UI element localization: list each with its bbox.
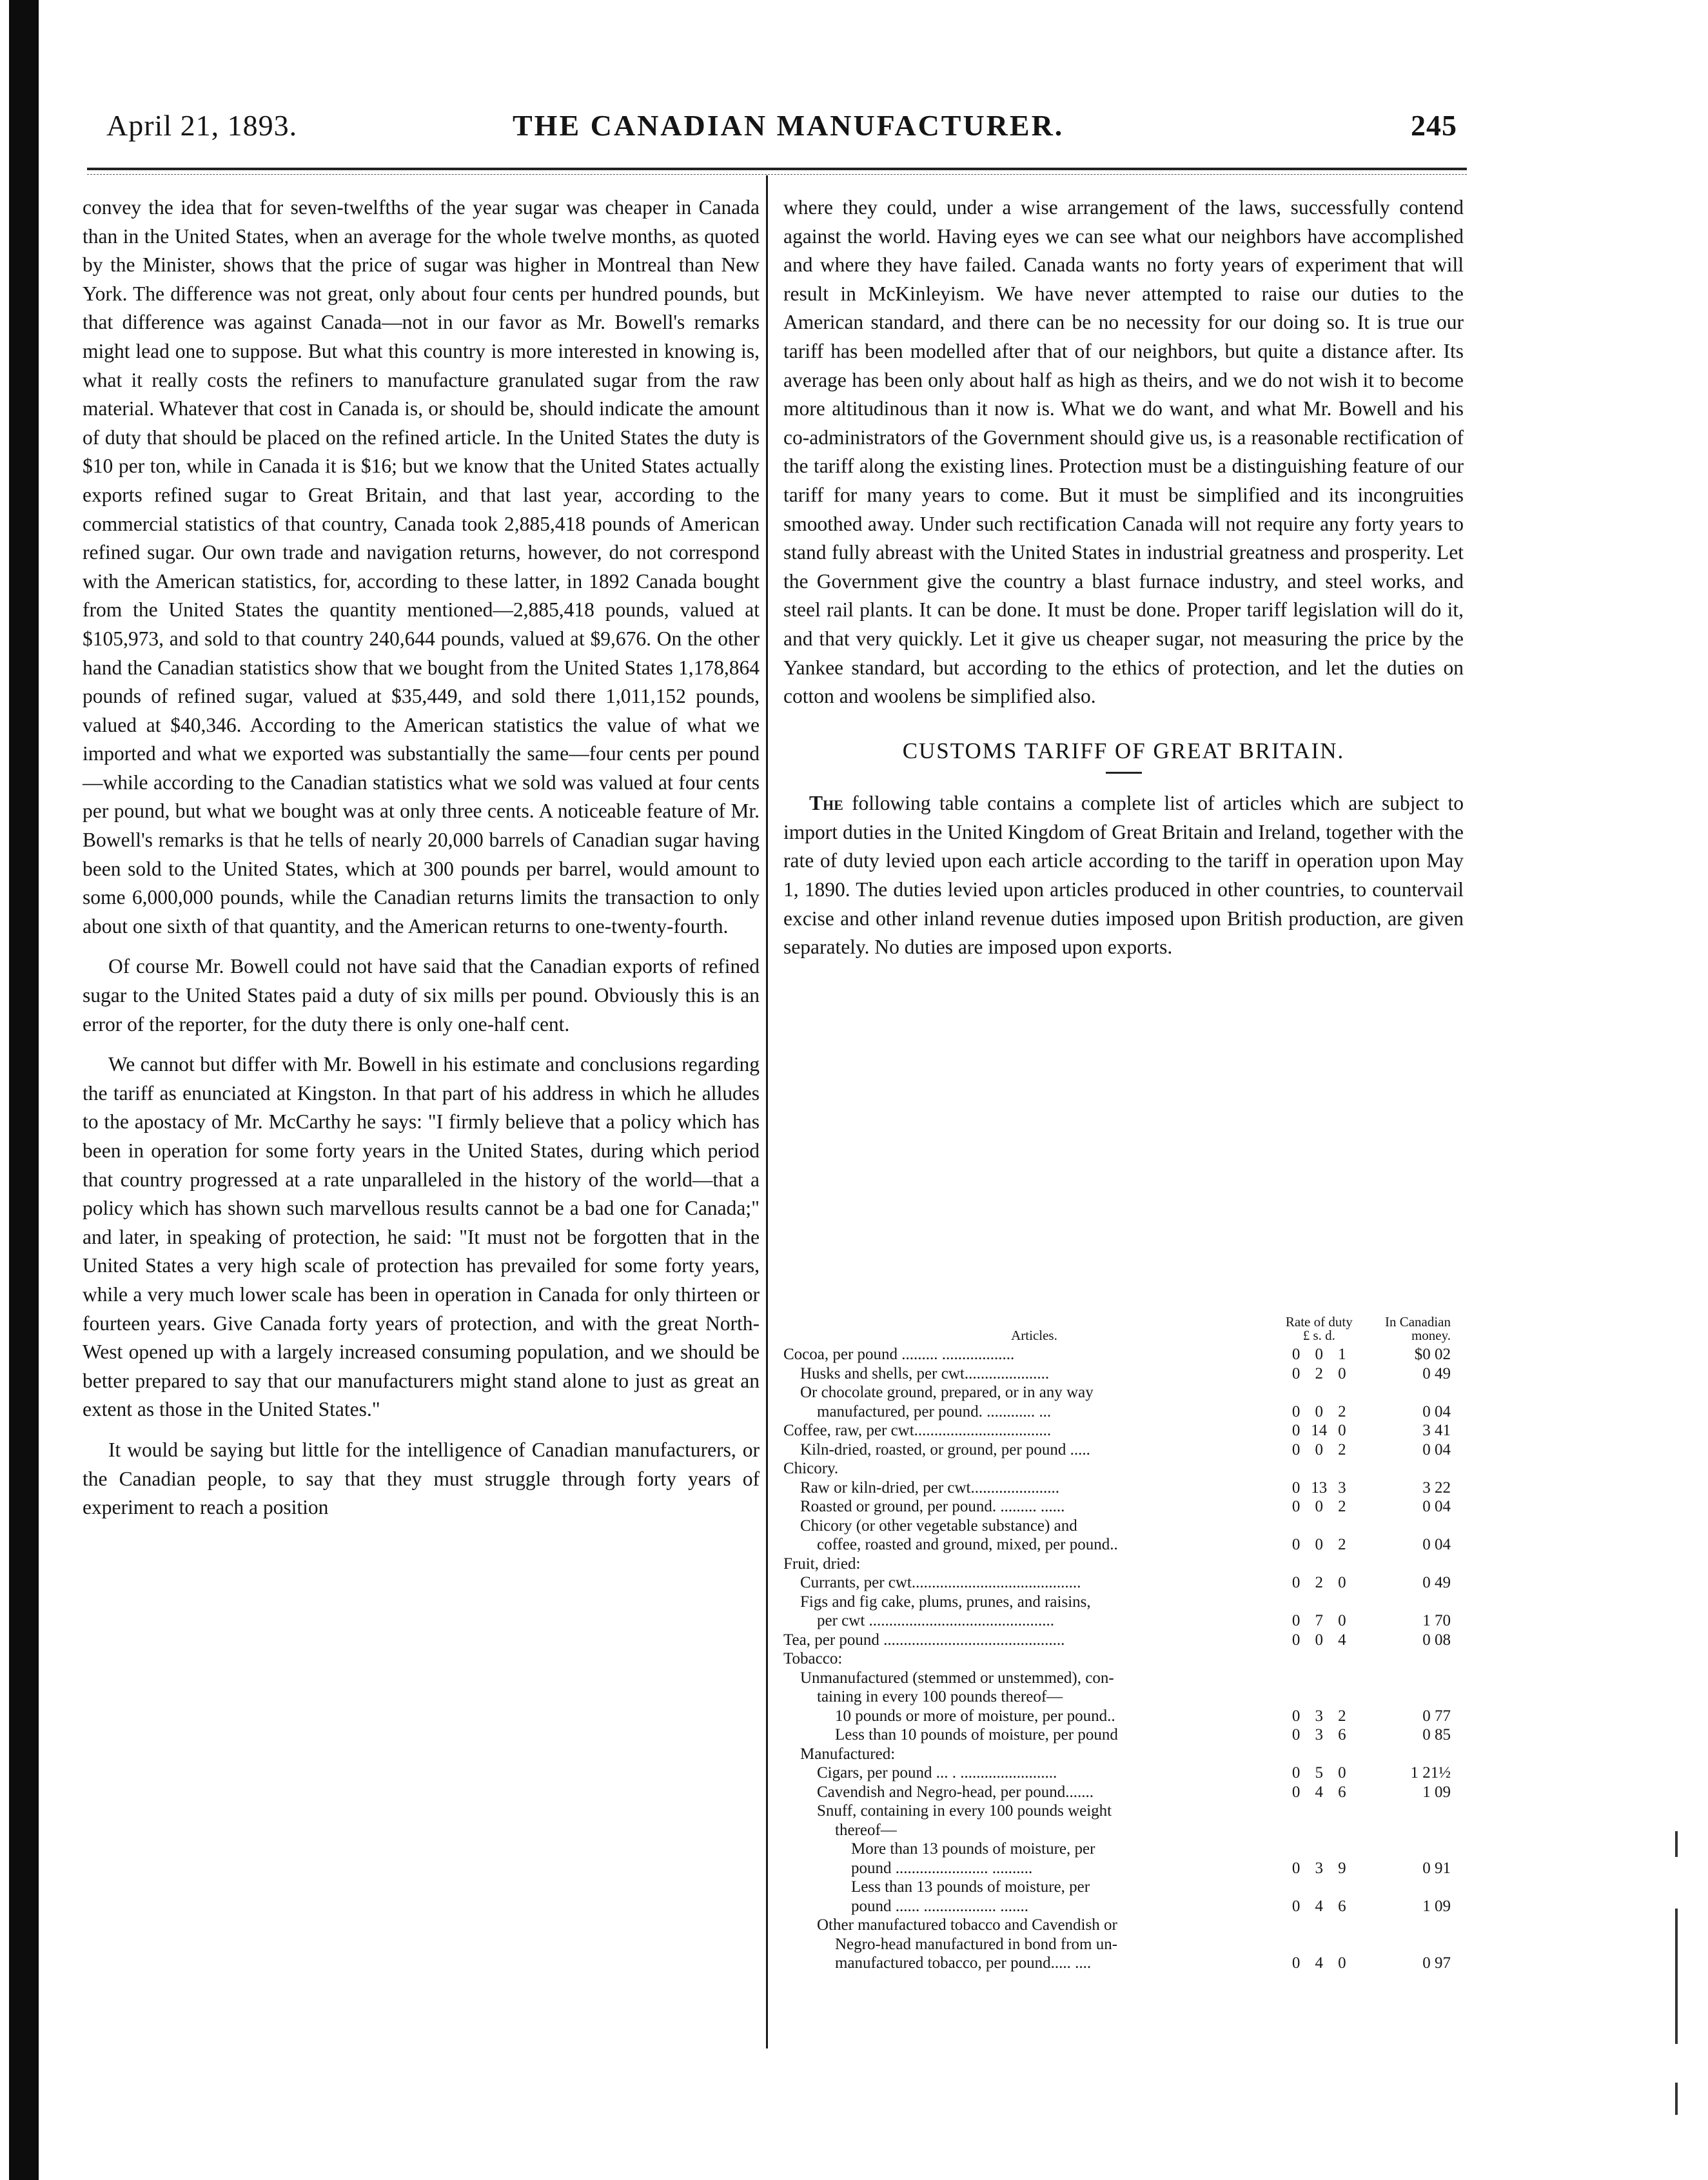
duty-pounds bbox=[1285, 1517, 1307, 1536]
duty-pounds bbox=[1285, 1821, 1307, 1840]
duty-pence bbox=[1331, 1935, 1353, 1954]
canadian-amount: 0 04 bbox=[1422, 1402, 1451, 1420]
tariff-row bbox=[783, 1383, 1464, 1402]
header-date: April 21, 1893. bbox=[106, 109, 298, 142]
tariff-heading: CUSTOMS TARIFF OF GREAT BRITAIN. bbox=[902, 738, 1345, 763]
duty-pence: 2 bbox=[1338, 1536, 1346, 1553]
canadian-amount: 0 85 bbox=[1422, 1726, 1451, 1743]
tariff-article: Chicory (or other vegetable substance) and bbox=[800, 1517, 1077, 1535]
tariff-intro bbox=[783, 789, 1464, 962]
canadian-amount: 0 49 bbox=[1422, 1364, 1451, 1382]
duty-pounds bbox=[1285, 1669, 1307, 1688]
tariff-article: More than 13 pounds of moisture, per bbox=[851, 1840, 1095, 1858]
duty-pence bbox=[1331, 1916, 1353, 1935]
duty-pounds bbox=[1285, 1802, 1307, 1821]
tariff-header-row bbox=[783, 1315, 1464, 1345]
duty-pence: 6 bbox=[1338, 1726, 1346, 1743]
tariff-article: Cigars, per pound ... . ........................ bbox=[817, 1764, 1057, 1782]
tariff-article: Less than 13 pounds of moisture, per bbox=[851, 1878, 1090, 1896]
duty-pounds: 0 bbox=[1291, 1364, 1301, 1382]
duty-shillings bbox=[1307, 1669, 1331, 1688]
tariff-article: Manufactured: bbox=[800, 1745, 896, 1763]
duty-pence bbox=[1331, 1745, 1353, 1764]
duty-pounds: 0 bbox=[1291, 1346, 1301, 1363]
right-paragraph: where they could, under a wise arrangement of the laws, successfully contend against the world. Having eyes we can see what our neighbors have accomplished and where they have failed. Canada wants no forty years of experiment that will result in McKinleyism. We have never attempted to raise our duties to the American standard, and there can be no necessity for our doing so. It is true our tariff has been modelled after that of our neighbors, but quite a distance after. Its average has been only about half as high as theirs, and we do not wish it to become more altitudinous than it now is. What we do want, and what Mr. Bowell and his co-administrators of the Government should give us, is a reasonable rectification of the tariff along the existing lines. Protection must be a distinguishing feature of our tariff for many years to come. But it must be simplified and its incongruities smoothed away. Under such rectification Canada will not require any forty years to stand fully abreast with the United States in industrial greatness and prosperity. Let the Government give the country a blast furnace industry, and steel works, and steel rail plants. It can be done. It must be done. Proper tariff legislation will do it, and that very quickly. Let it give us cheaper sugar, not measuring the price by the Yankee standard, but according to the ethics of protection, and let the duties on cotton and woolens be simplified also. bbox=[783, 196, 1464, 708]
canadian-amount bbox=[1353, 1935, 1464, 1954]
left-column bbox=[83, 193, 760, 1522]
canadian-amount bbox=[1353, 1555, 1464, 1574]
duty-shillings: 3 bbox=[1315, 1726, 1324, 1743]
tariff-article: Roasted or ground, per pound. ......... ...... bbox=[800, 1498, 1065, 1515]
duty-pounds: 0 bbox=[1291, 1954, 1301, 1972]
duty-pence: 3 bbox=[1338, 1478, 1346, 1497]
duty-pounds: 0 bbox=[1291, 1726, 1301, 1743]
tariff-row bbox=[783, 1459, 1464, 1478]
duty-shillings bbox=[1307, 1555, 1331, 1574]
canadian-amount bbox=[1353, 1840, 1464, 1859]
duty-shillings: 7 bbox=[1315, 1612, 1324, 1629]
duty-pence: 4 bbox=[1338, 1631, 1346, 1649]
duty-pence: 0 bbox=[1338, 1574, 1346, 1591]
duty-pounds: 0 bbox=[1291, 1402, 1301, 1420]
duty-pence bbox=[1331, 1383, 1353, 1402]
page-header bbox=[106, 108, 1457, 153]
duty-pence: 2 bbox=[1338, 1440, 1346, 1458]
duty-pounds: 0 bbox=[1291, 1783, 1301, 1801]
duty-pounds: 0 bbox=[1291, 1631, 1301, 1649]
tariff-article: Cavendish and Negro-head, per pound....... bbox=[817, 1783, 1094, 1801]
duty-pounds bbox=[1285, 1745, 1307, 1764]
duty-shillings: 3 bbox=[1315, 1859, 1324, 1877]
canadian-amount: 3 41 bbox=[1422, 1422, 1451, 1439]
duty-pounds bbox=[1285, 1459, 1307, 1478]
tariff-article: Snuff, containing in every 100 pounds weight bbox=[817, 1802, 1112, 1820]
duty-shillings bbox=[1307, 1383, 1331, 1402]
duty-pounds bbox=[1285, 1878, 1307, 1897]
duty-shillings bbox=[1307, 1935, 1331, 1954]
duty-shillings: 5 bbox=[1315, 1764, 1324, 1782]
duty-shillings: 0 bbox=[1315, 1346, 1324, 1363]
tariff-article: Or chocolate ground, prepared, or in any way bbox=[800, 1384, 1094, 1401]
tariff-row bbox=[783, 1954, 1464, 1973]
duty-pounds bbox=[1285, 1916, 1307, 1935]
tariff-row bbox=[783, 1497, 1464, 1517]
duty-pounds bbox=[1285, 1840, 1307, 1859]
tariff-heading-rule bbox=[1106, 772, 1142, 774]
tariff-row bbox=[783, 1687, 1464, 1707]
canadian-amount: 1 70 bbox=[1422, 1612, 1451, 1629]
duty-pence: 2 bbox=[1338, 1707, 1346, 1725]
duty-pence: 0 bbox=[1338, 1364, 1346, 1382]
tariff-article: per cwt .............................................. bbox=[817, 1612, 1055, 1629]
duty-shillings bbox=[1307, 1459, 1331, 1478]
tariff-article: taining in every 100 pounds thereof— bbox=[817, 1688, 1063, 1705]
canadian-amount: 0 08 bbox=[1422, 1631, 1451, 1649]
tariff-row bbox=[783, 1935, 1464, 1954]
canadian-amount bbox=[1353, 1383, 1464, 1402]
tariff-article: Tobacco: bbox=[783, 1650, 843, 1667]
tariff-row bbox=[783, 1631, 1464, 1650]
tariff-row bbox=[783, 1840, 1464, 1859]
duty-pence bbox=[1331, 1459, 1353, 1478]
col-articles: Articles. bbox=[1011, 1328, 1057, 1343]
duty-pounds: 0 bbox=[1291, 1612, 1301, 1629]
duty-pounds: 0 bbox=[1291, 1897, 1301, 1915]
tariff-row bbox=[783, 1745, 1464, 1764]
tariff-row bbox=[783, 1649, 1464, 1669]
margin-mark bbox=[1675, 1909, 1678, 2044]
canadian-amount: 1 09 bbox=[1422, 1897, 1451, 1915]
duty-pounds bbox=[1285, 1555, 1307, 1574]
tariff-intro-lead: The bbox=[809, 792, 843, 815]
duty-pence bbox=[1331, 1878, 1353, 1897]
left-paragraph: convey the idea that for seven-twelfths of the year sugar was cheaper in Canada than in the United States, when an average for the whole twelve months, as quoted by the Minister, shows that the price of sugar was higher in Montreal than New York. The difference was not great, only about four cents per hundred pounds, but that difference was against Canada—not in our favor as Mr. Bowell's remarks might lead one to suppose. But what this country is more interested in knowing is, what it really costs the refiners to manufacture granulated sugar from the raw material. Whatever that cost in Canada is, or should be, should indicate the amount of duty that should be placed on the refined article. In the United States the duty is $10 per ton, while in Canada it is $16; but we know that the United States actually exports refined sugar to Great Britain, and that last year, according to the commercial statistics of that country, Canada took 2,885,418 pounds of American refined sugar. Our own trade and navigation returns, however, do not correspond with the American statistics, for, according to these latter, in 1892 Canada bought from the United States the quantity mentioned—2,885,418 pounds, valued at $105,973, and sold to that country 240,644 pounds, valued at $9,676. On the other hand the Canadian statistics show that we bought from the United States 1,178,864 pounds of refined sugar, valued at $35,449, and sold there 1,011,152 pounds, valued at $40,346. According to the American statistics the value of what we imported and what we exported was substantially the same—four cents per pound—while according to the Canadian statistics what we sold was valued at four cents per pound, but what we bought was at only three cents. A noticeable feature of Mr. Bowell's remarks is that he tells of nearly 20,000 barrels of Canadian sugar having been sold to the United States, which at 300 pounds per barrel, would amount to some 6,000,000 pounds, while the Canadian returns limits the transaction to only about one sixth of that quantity, and the American returns to one-twenty-fourth. bbox=[83, 196, 760, 938]
canadian-amount bbox=[1353, 1459, 1464, 1478]
tariff-row bbox=[783, 1555, 1464, 1574]
tariff-row bbox=[783, 1783, 1464, 1802]
tariff-article: Husks and shells, per cwt..................... bbox=[800, 1364, 1050, 1382]
canadian-amount: 0 77 bbox=[1422, 1707, 1451, 1725]
tariff-table bbox=[783, 1315, 1464, 1973]
tariff-article: manufactured, per pound. ............ ... bbox=[817, 1402, 1052, 1420]
duty-pounds: 0 bbox=[1291, 1478, 1301, 1497]
duty-pounds: 0 bbox=[1291, 1707, 1301, 1725]
tariff-article: Unmanufactured (stemmed or unstemmed), con- bbox=[800, 1669, 1114, 1687]
tariff-article: Cocoa, per pound ......... .................. bbox=[783, 1346, 1015, 1363]
duty-shillings: 2 bbox=[1315, 1364, 1324, 1382]
duty-pounds: 0 bbox=[1291, 1440, 1301, 1458]
duty-pence bbox=[1331, 1669, 1353, 1688]
tariff-row bbox=[783, 1535, 1464, 1555]
duty-pounds bbox=[1285, 1593, 1307, 1612]
tariff-row bbox=[783, 1725, 1464, 1745]
tariff-row bbox=[783, 1916, 1464, 1935]
tariff-row bbox=[783, 1345, 1464, 1364]
duty-shillings bbox=[1307, 1517, 1331, 1536]
tariff-row bbox=[783, 1611, 1464, 1631]
duty-pence: 0 bbox=[1338, 1422, 1346, 1439]
header-rule-dashed bbox=[87, 174, 1467, 175]
duty-pence bbox=[1331, 1687, 1353, 1707]
duty-shillings: 2 bbox=[1315, 1574, 1324, 1591]
canadian-amount bbox=[1353, 1878, 1464, 1897]
col-canadian: In Canadian money. bbox=[1384, 1314, 1451, 1343]
duty-pence: 0 bbox=[1338, 1954, 1346, 1972]
tariff-article: Raw or kiln-dried, per cwt...................... bbox=[800, 1478, 1060, 1497]
duty-shillings bbox=[1307, 1745, 1331, 1764]
duty-shillings: 4 bbox=[1315, 1783, 1324, 1801]
duty-pounds: 0 bbox=[1291, 1574, 1301, 1591]
duty-shillings bbox=[1307, 1916, 1331, 1935]
duty-shillings: 4 bbox=[1315, 1897, 1324, 1915]
tariff-row bbox=[783, 1897, 1464, 1916]
duty-shillings bbox=[1307, 1802, 1331, 1821]
canadian-amount bbox=[1353, 1517, 1464, 1536]
header-page-number: 245 bbox=[1411, 109, 1457, 142]
canadian-amount: 1 09 bbox=[1422, 1783, 1451, 1801]
canadian-amount bbox=[1353, 1802, 1464, 1821]
duty-pence bbox=[1331, 1593, 1353, 1612]
tariff-row bbox=[783, 1421, 1464, 1440]
canadian-amount bbox=[1353, 1916, 1464, 1935]
duty-pounds: 0 bbox=[1291, 1536, 1301, 1553]
canadian-amount: $0 02 bbox=[1414, 1346, 1451, 1363]
canadian-amount bbox=[1353, 1593, 1464, 1612]
duty-shillings: 0 bbox=[1315, 1536, 1324, 1553]
tariff-intro-text: following table contains a complete list of articles which are subject to import duties in the United Kingdom of Great Britain and Ireland, together with the rate of duty levied upon each article according to the tariff in operation upon May 1, 1890. The duties levied upon articles produced in other countries, to countervail excise and other inland revenue duties imposed upon British production, are given separately. No duties are imposed upon exports. bbox=[783, 792, 1464, 959]
left-paragraph: Of course Mr. Bowell could not have said that the Canadian exports of refined sugar to the United States paid a duty of six mills per pound. Obviously this is an error of the reporter, for the duty there is only one-half cent. bbox=[83, 955, 760, 1036]
duty-pence bbox=[1331, 1821, 1353, 1840]
duty-shillings bbox=[1307, 1821, 1331, 1840]
duty-pence: 0 bbox=[1338, 1612, 1346, 1629]
duty-pounds: 0 bbox=[1291, 1764, 1301, 1782]
tariff-row bbox=[783, 1707, 1464, 1726]
tariff-article: Less than 10 pounds of moisture, per pound bbox=[835, 1726, 1118, 1743]
duty-pounds bbox=[1285, 1687, 1307, 1707]
tariff-article: Figs and fig cake, plums, prunes, and raisins, bbox=[800, 1593, 1091, 1611]
tariff-row bbox=[783, 1878, 1464, 1897]
canadian-amount: 0 04 bbox=[1422, 1536, 1451, 1553]
canadian-amount: 0 04 bbox=[1422, 1440, 1451, 1458]
duty-pence: 2 bbox=[1338, 1498, 1346, 1515]
tariff-row bbox=[783, 1364, 1464, 1384]
tariff-article: pound ....................... .......... bbox=[851, 1859, 1033, 1877]
tariff-article: manufactured tobacco, per pound..... .... bbox=[835, 1954, 1092, 1972]
canadian-amount: 3 22 bbox=[1422, 1478, 1451, 1497]
tariff-row bbox=[783, 1402, 1464, 1422]
left-paragraph: It would be saying but little for the intelligence of Canadian manufacturers, or the Canadian people, to say that they must struggle through forty years of experiment to reach a position bbox=[83, 1438, 760, 1519]
tariff-article: Currants, per cwt.......................................... bbox=[800, 1574, 1081, 1591]
duty-pence: 1 bbox=[1338, 1346, 1346, 1363]
duty-pence bbox=[1331, 1517, 1353, 1536]
duty-pounds bbox=[1285, 1935, 1307, 1954]
right-column bbox=[783, 193, 1464, 962]
col-rate bbox=[1285, 1315, 1353, 1345]
tariff-row bbox=[783, 1440, 1464, 1460]
duty-shillings: 0 bbox=[1315, 1498, 1324, 1515]
tariff-article: pound ...... .................. ....... bbox=[851, 1897, 1028, 1915]
duty-shillings: 4 bbox=[1315, 1954, 1324, 1972]
tariff-row bbox=[783, 1821, 1464, 1840]
tariff-article: Other manufactured tobacco and Cavendish or bbox=[817, 1916, 1117, 1934]
canadian-amount: 0 97 bbox=[1422, 1954, 1451, 1972]
tariff-row bbox=[783, 1478, 1464, 1498]
duty-pence bbox=[1331, 1555, 1353, 1574]
duty-pence bbox=[1331, 1840, 1353, 1859]
canadian-amount: 0 49 bbox=[1422, 1574, 1451, 1591]
margin-mark bbox=[1675, 2083, 1678, 2115]
duty-pounds: 0 bbox=[1291, 1859, 1301, 1877]
canadian-amount bbox=[1353, 1687, 1464, 1707]
canadian-amount bbox=[1353, 1669, 1464, 1688]
duty-pence: 6 bbox=[1338, 1783, 1346, 1801]
duty-pence: 9 bbox=[1338, 1859, 1346, 1877]
duty-pounds: 0 bbox=[1291, 1422, 1301, 1439]
margin-mark bbox=[1675, 1831, 1678, 1857]
header-title: THE CANADIAN MANUFACTURER. bbox=[513, 109, 1065, 142]
duty-shillings: 3 bbox=[1315, 1707, 1324, 1725]
duty-pounds: 0 bbox=[1291, 1498, 1301, 1515]
col-rate-label: Rate of duty bbox=[1285, 1314, 1353, 1330]
duty-shillings: 13 bbox=[1311, 1478, 1328, 1497]
canadian-amount bbox=[1353, 1649, 1464, 1669]
tariff-row bbox=[783, 1763, 1464, 1783]
tariff-row bbox=[783, 1802, 1464, 1821]
duty-pence: 0 bbox=[1338, 1764, 1346, 1782]
duty-pounds bbox=[1285, 1649, 1307, 1669]
tariff-article: Fruit, dried: bbox=[783, 1555, 861, 1573]
canadian-amount: 0 91 bbox=[1422, 1859, 1451, 1877]
duty-pence: 2 bbox=[1338, 1402, 1346, 1420]
tariff-article: coffee, roasted and ground, mixed, per pound.. bbox=[817, 1536, 1118, 1553]
duty-shillings: 0 bbox=[1315, 1631, 1324, 1649]
duty-shillings: 14 bbox=[1311, 1422, 1328, 1439]
col-rate-units: £ s. d. bbox=[1302, 1328, 1335, 1343]
duty-shillings bbox=[1307, 1687, 1331, 1707]
scan-edge-bar bbox=[9, 0, 39, 2180]
duty-shillings bbox=[1307, 1593, 1331, 1612]
tariff-row bbox=[783, 1859, 1464, 1878]
tariff-row bbox=[783, 1593, 1464, 1612]
tariff-article: Tea, per pound ............................................. bbox=[783, 1631, 1065, 1649]
tariff-row bbox=[783, 1573, 1464, 1593]
duty-shillings: 0 bbox=[1315, 1440, 1324, 1458]
duty-shillings bbox=[1307, 1878, 1331, 1897]
duty-shillings bbox=[1307, 1649, 1331, 1669]
duty-pence bbox=[1331, 1802, 1353, 1821]
canadian-amount bbox=[1353, 1821, 1464, 1840]
duty-pence: 6 bbox=[1338, 1897, 1346, 1915]
column-separator bbox=[766, 175, 768, 2048]
tariff-row bbox=[783, 1669, 1464, 1688]
tariff-article: Negro-head manufactured in bond from un- bbox=[835, 1935, 1118, 1953]
canadian-amount bbox=[1353, 1745, 1464, 1764]
duty-shillings: 0 bbox=[1315, 1402, 1324, 1420]
canadian-amount: 0 04 bbox=[1422, 1498, 1451, 1515]
left-paragraph: We cannot but differ with Mr. Bowell in his estimate and conclusions regarding the tariff as enunciated at Kingston. In that part of his address in which he alludes to the apostacy of Mr. McCarthy he says: "I firmly believe that a policy which has been in operation for some forty years in the United States, during which period that country progressed at a rate unparalleled in the history of the world—that a policy which has shown such marvellous results cannot be a bad one for Canada;" and later, in speaking of protection, he said: "It must not be forgotten that in the United States a very high scale of protection has prevailed for some forty years, while a very much lower scale has been in operation in Canada for only thirteen or fourteen years. Give Canada forty years of protection, and with the great North-West opened up with a largely increased consuming population, and we should be better prepared to say that our manufacturers might stand alone to just as great an extent as those in the United States." bbox=[83, 1053, 760, 1421]
tariff-article: Chicory. bbox=[783, 1460, 839, 1477]
tariff-row bbox=[783, 1517, 1464, 1536]
header-rule bbox=[87, 168, 1467, 170]
tariff-article: 10 pounds or more of moisture, per pound.. bbox=[835, 1707, 1115, 1725]
tariff-article: thereof— bbox=[835, 1821, 897, 1839]
canadian-amount: 1 21½ bbox=[1410, 1764, 1451, 1782]
duty-pounds bbox=[1285, 1383, 1307, 1402]
tariff-article: Kiln-dried, roasted, or ground, per pound ..... bbox=[800, 1440, 1090, 1458]
duty-shillings bbox=[1307, 1840, 1331, 1859]
tariff-body bbox=[783, 1345, 1464, 1973]
duty-pence bbox=[1331, 1649, 1353, 1669]
tariff-article: Coffee, raw, per cwt.................................. bbox=[783, 1422, 1052, 1439]
